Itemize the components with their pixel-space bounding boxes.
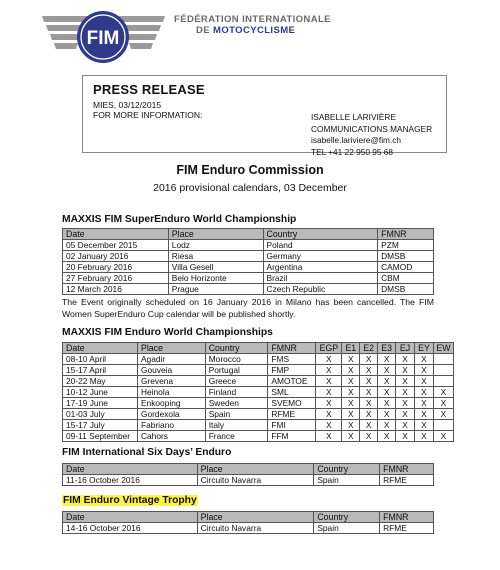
table-cell: Morocco xyxy=(205,354,268,365)
table-cell: Argentina xyxy=(263,262,378,273)
table-cell: X xyxy=(360,365,378,376)
table-cell: 01-03 July xyxy=(63,409,138,420)
federation-name-moto: MOTOCYCLISME xyxy=(213,25,296,36)
table-cell: X xyxy=(396,365,415,376)
federation-name xyxy=(174,14,331,36)
table-cell: 05 December 2015 xyxy=(63,240,169,251)
table-cell: X xyxy=(342,431,360,442)
table-cell: Lodz xyxy=(168,240,263,251)
table-cell xyxy=(433,365,453,376)
column-header: EW xyxy=(433,343,453,354)
table-cell: X xyxy=(360,376,378,387)
table-cell: X xyxy=(378,376,396,387)
vintage-table xyxy=(62,511,434,534)
column-header: FMNR xyxy=(380,512,434,523)
column-header: E3 xyxy=(378,343,396,354)
contact-phone: TEL +41 22 950 95 68 xyxy=(311,146,394,157)
vintage-title xyxy=(62,495,198,506)
table-cell: X xyxy=(342,354,360,365)
table-cell: SML xyxy=(268,387,316,398)
table-cell: X xyxy=(316,431,342,442)
table-cell: X xyxy=(316,365,342,376)
table-cell: CAMOD xyxy=(378,262,434,273)
vintage-title-highlight: FIM Enduro Vintage Trophy xyxy=(63,495,197,506)
table-cell: Gordexola xyxy=(137,409,205,420)
table-cell: X xyxy=(415,376,434,387)
table-cell: FMI xyxy=(268,420,316,431)
table-cell: X xyxy=(342,387,360,398)
table-cell: 08-10 April xyxy=(63,354,138,365)
table-cell: FMS xyxy=(268,354,316,365)
table-cell: 17-19 June xyxy=(63,398,138,409)
table-cell: X xyxy=(360,387,378,398)
table-row xyxy=(63,420,454,431)
table-cell: X xyxy=(342,420,360,431)
table-row xyxy=(63,376,454,387)
table-cell: X xyxy=(396,420,415,431)
table-cell: SVEMO xyxy=(268,398,316,409)
table-cell: X xyxy=(396,387,415,398)
column-header: E1 xyxy=(342,343,360,354)
superenduro-note: The Event originally scheduled on 16 January 2016 in Milano has been cancelled. The FIM Women SuperEnduro Cup calendar will be published shortly. xyxy=(62,297,434,319)
document-title: FIM Enduro Commission xyxy=(176,163,324,177)
table-cell: X xyxy=(396,376,415,387)
table-cell: Grevena xyxy=(137,376,205,387)
table-cell: 15-17 April xyxy=(63,365,138,376)
table-header-row xyxy=(63,464,434,475)
table-row xyxy=(63,365,454,376)
table-cell: X xyxy=(360,420,378,431)
table-row xyxy=(63,251,434,262)
table-cell: 12 March 2016 xyxy=(63,284,169,295)
table-row xyxy=(63,431,454,442)
more-information-label: FOR MORE INFORMATION: xyxy=(93,110,203,120)
table-cell xyxy=(433,420,453,431)
column-header: Date xyxy=(63,464,198,475)
column-header: EJ xyxy=(396,343,415,354)
table-cell: 27 February 2016 xyxy=(63,273,169,284)
isde-table xyxy=(62,463,434,486)
table-cell: RFME xyxy=(268,409,316,420)
table-cell: X xyxy=(396,431,415,442)
table-cell: 02 January 2016 xyxy=(63,251,169,262)
table-cell: Circuito Navarra xyxy=(197,523,314,534)
table-cell: Agadir xyxy=(137,354,205,365)
table-row xyxy=(63,398,454,409)
table-cell: X xyxy=(316,354,342,365)
table-cell: X xyxy=(316,376,342,387)
superenduro-title: MAXXIS FIM SuperEnduro World Championship xyxy=(62,214,297,225)
column-header: EY xyxy=(415,343,434,354)
table-cell: X xyxy=(360,354,378,365)
table-cell: Gouveia xyxy=(137,365,205,376)
document-subtitle: 2016 provisional calendars, 03 December xyxy=(153,182,347,194)
fim-logo xyxy=(36,6,171,68)
table-cell xyxy=(433,354,453,365)
table-cell: X xyxy=(342,409,360,420)
enduro-wc-table xyxy=(62,342,454,442)
table-cell: 15-17 July xyxy=(63,420,138,431)
column-header: Country xyxy=(314,464,380,475)
table-row xyxy=(63,354,454,365)
table-row xyxy=(63,523,434,534)
table-cell: RFME xyxy=(380,523,434,534)
column-header: Place xyxy=(197,512,314,523)
table-cell: X xyxy=(342,376,360,387)
table-cell: Cahors xyxy=(137,431,205,442)
table-cell: Sweden xyxy=(205,398,268,409)
table-cell: 10-12 June xyxy=(63,387,138,398)
table-row xyxy=(63,475,434,486)
column-header: EGP xyxy=(316,343,342,354)
table-row xyxy=(63,262,434,273)
table-cell: Fabriano xyxy=(137,420,205,431)
table-cell: X xyxy=(433,409,453,420)
table-cell: X xyxy=(316,420,342,431)
table-cell: 14-16 October 2016 xyxy=(63,523,198,534)
table-cell: Belo Horizonte xyxy=(168,273,263,284)
table-cell: 20-22 May xyxy=(63,376,138,387)
press-release-box xyxy=(82,75,447,157)
column-header: FMNR xyxy=(378,229,434,240)
table-cell: X xyxy=(378,398,396,409)
table-cell: X xyxy=(396,354,415,365)
table-cell: X xyxy=(396,398,415,409)
table-cell: 09-11 September xyxy=(63,431,138,442)
table-cell: Enkooping xyxy=(137,398,205,409)
table-header-row xyxy=(63,512,434,523)
column-header: E2 xyxy=(360,343,378,354)
table-cell: FFM xyxy=(268,431,316,442)
table-cell: PZM xyxy=(378,240,434,251)
table-cell: FMP xyxy=(268,365,316,376)
contact-name: ISABELLE LARIVIÈRE xyxy=(311,112,396,122)
enduro-wc-title: MAXXIS FIM Enduro World Championships xyxy=(62,327,273,338)
column-header: Country xyxy=(263,229,378,240)
table-row xyxy=(63,240,434,251)
table-cell: X xyxy=(378,365,396,376)
column-header: Country xyxy=(314,512,380,523)
table-cell: AMOTOE xyxy=(268,376,316,387)
table-cell: X xyxy=(415,354,434,365)
table-cell: X xyxy=(415,398,434,409)
contact-block xyxy=(311,112,432,158)
logo-text: FIM xyxy=(86,28,120,49)
fim-logo-header xyxy=(36,6,496,68)
table-row xyxy=(63,409,454,420)
federation-name-de: DE xyxy=(196,25,210,36)
column-header: Date xyxy=(63,229,169,240)
table-cell: Heinola xyxy=(137,387,205,398)
isde-title: FIM International Six Days’ Enduro xyxy=(62,447,232,458)
column-header: Country xyxy=(205,343,268,354)
table-cell: X xyxy=(378,431,396,442)
superenduro-table xyxy=(62,228,434,295)
contact-email[interactable]: isabelle.lariviere@fim.ch xyxy=(311,135,402,145)
table-cell: Circuito Navarra xyxy=(197,475,314,486)
table-cell: X xyxy=(378,409,396,420)
table-cell: Riesa xyxy=(168,251,263,262)
table-cell: Finland xyxy=(205,387,268,398)
table-cell: X xyxy=(396,409,415,420)
table-cell: X xyxy=(433,431,453,442)
table-cell: Spain xyxy=(314,475,380,486)
column-header: Date xyxy=(63,343,138,354)
table-cell: X xyxy=(415,387,434,398)
table-cell: X xyxy=(415,431,434,442)
column-header: Place xyxy=(197,464,314,475)
table-cell: X xyxy=(415,409,434,420)
column-header: Place xyxy=(137,343,205,354)
table-cell: Czech Republic xyxy=(263,284,378,295)
contact-role: COMMUNICATIONS MANAGER xyxy=(311,123,433,134)
table-cell: X xyxy=(360,431,378,442)
table-cell: Prague xyxy=(168,284,263,295)
table-cell: Villa Gesell xyxy=(168,262,263,273)
table-cell: Spain xyxy=(205,409,268,420)
table-cell: X xyxy=(342,365,360,376)
table-cell: 20 February 2016 xyxy=(63,262,169,273)
table-cell: X xyxy=(360,409,378,420)
table-cell: X xyxy=(378,387,396,398)
table-cell: X xyxy=(415,365,434,376)
press-release-date: MIES, 03/12/2015 xyxy=(93,100,162,110)
table-cell: X xyxy=(342,398,360,409)
table-cell: RFME xyxy=(380,475,434,486)
table-cell: CBM xyxy=(378,273,434,284)
table-header-row xyxy=(63,229,434,240)
federation-name-line2 xyxy=(174,25,331,36)
column-header: Date xyxy=(63,512,198,523)
table-cell: X xyxy=(433,387,453,398)
table-cell: Germany xyxy=(263,251,378,262)
federation-name-line1: FÉDÉRATION INTERNATIONALE xyxy=(174,14,331,25)
table-cell: DMSB xyxy=(378,251,434,262)
table-cell: Poland xyxy=(263,240,378,251)
table-row xyxy=(63,284,434,295)
table-cell: X xyxy=(360,398,378,409)
table-header-row xyxy=(63,343,454,354)
table-cell: X xyxy=(316,409,342,420)
table-cell: X xyxy=(433,398,453,409)
table-cell: X xyxy=(378,354,396,365)
table-cell: Brazil xyxy=(263,273,378,284)
table-cell: X xyxy=(316,387,342,398)
column-header: Place xyxy=(168,229,263,240)
table-row xyxy=(63,387,454,398)
column-header: FMNR xyxy=(268,343,316,354)
table-cell: X xyxy=(415,420,434,431)
table-cell: Greece xyxy=(205,376,268,387)
table-cell: Portugal xyxy=(205,365,268,376)
table-cell: 11-16 October 2016 xyxy=(63,475,198,486)
table-cell: Spain xyxy=(314,523,380,534)
table-cell: DMSB xyxy=(378,284,434,295)
table-cell xyxy=(433,376,453,387)
table-cell: France xyxy=(205,431,268,442)
table-cell: X xyxy=(316,398,342,409)
table-cell: Italy xyxy=(205,420,268,431)
table-row xyxy=(63,273,434,284)
column-header: FMNR xyxy=(380,464,434,475)
press-release-title: PRESS RELEASE xyxy=(93,82,205,97)
table-cell: X xyxy=(378,420,396,431)
